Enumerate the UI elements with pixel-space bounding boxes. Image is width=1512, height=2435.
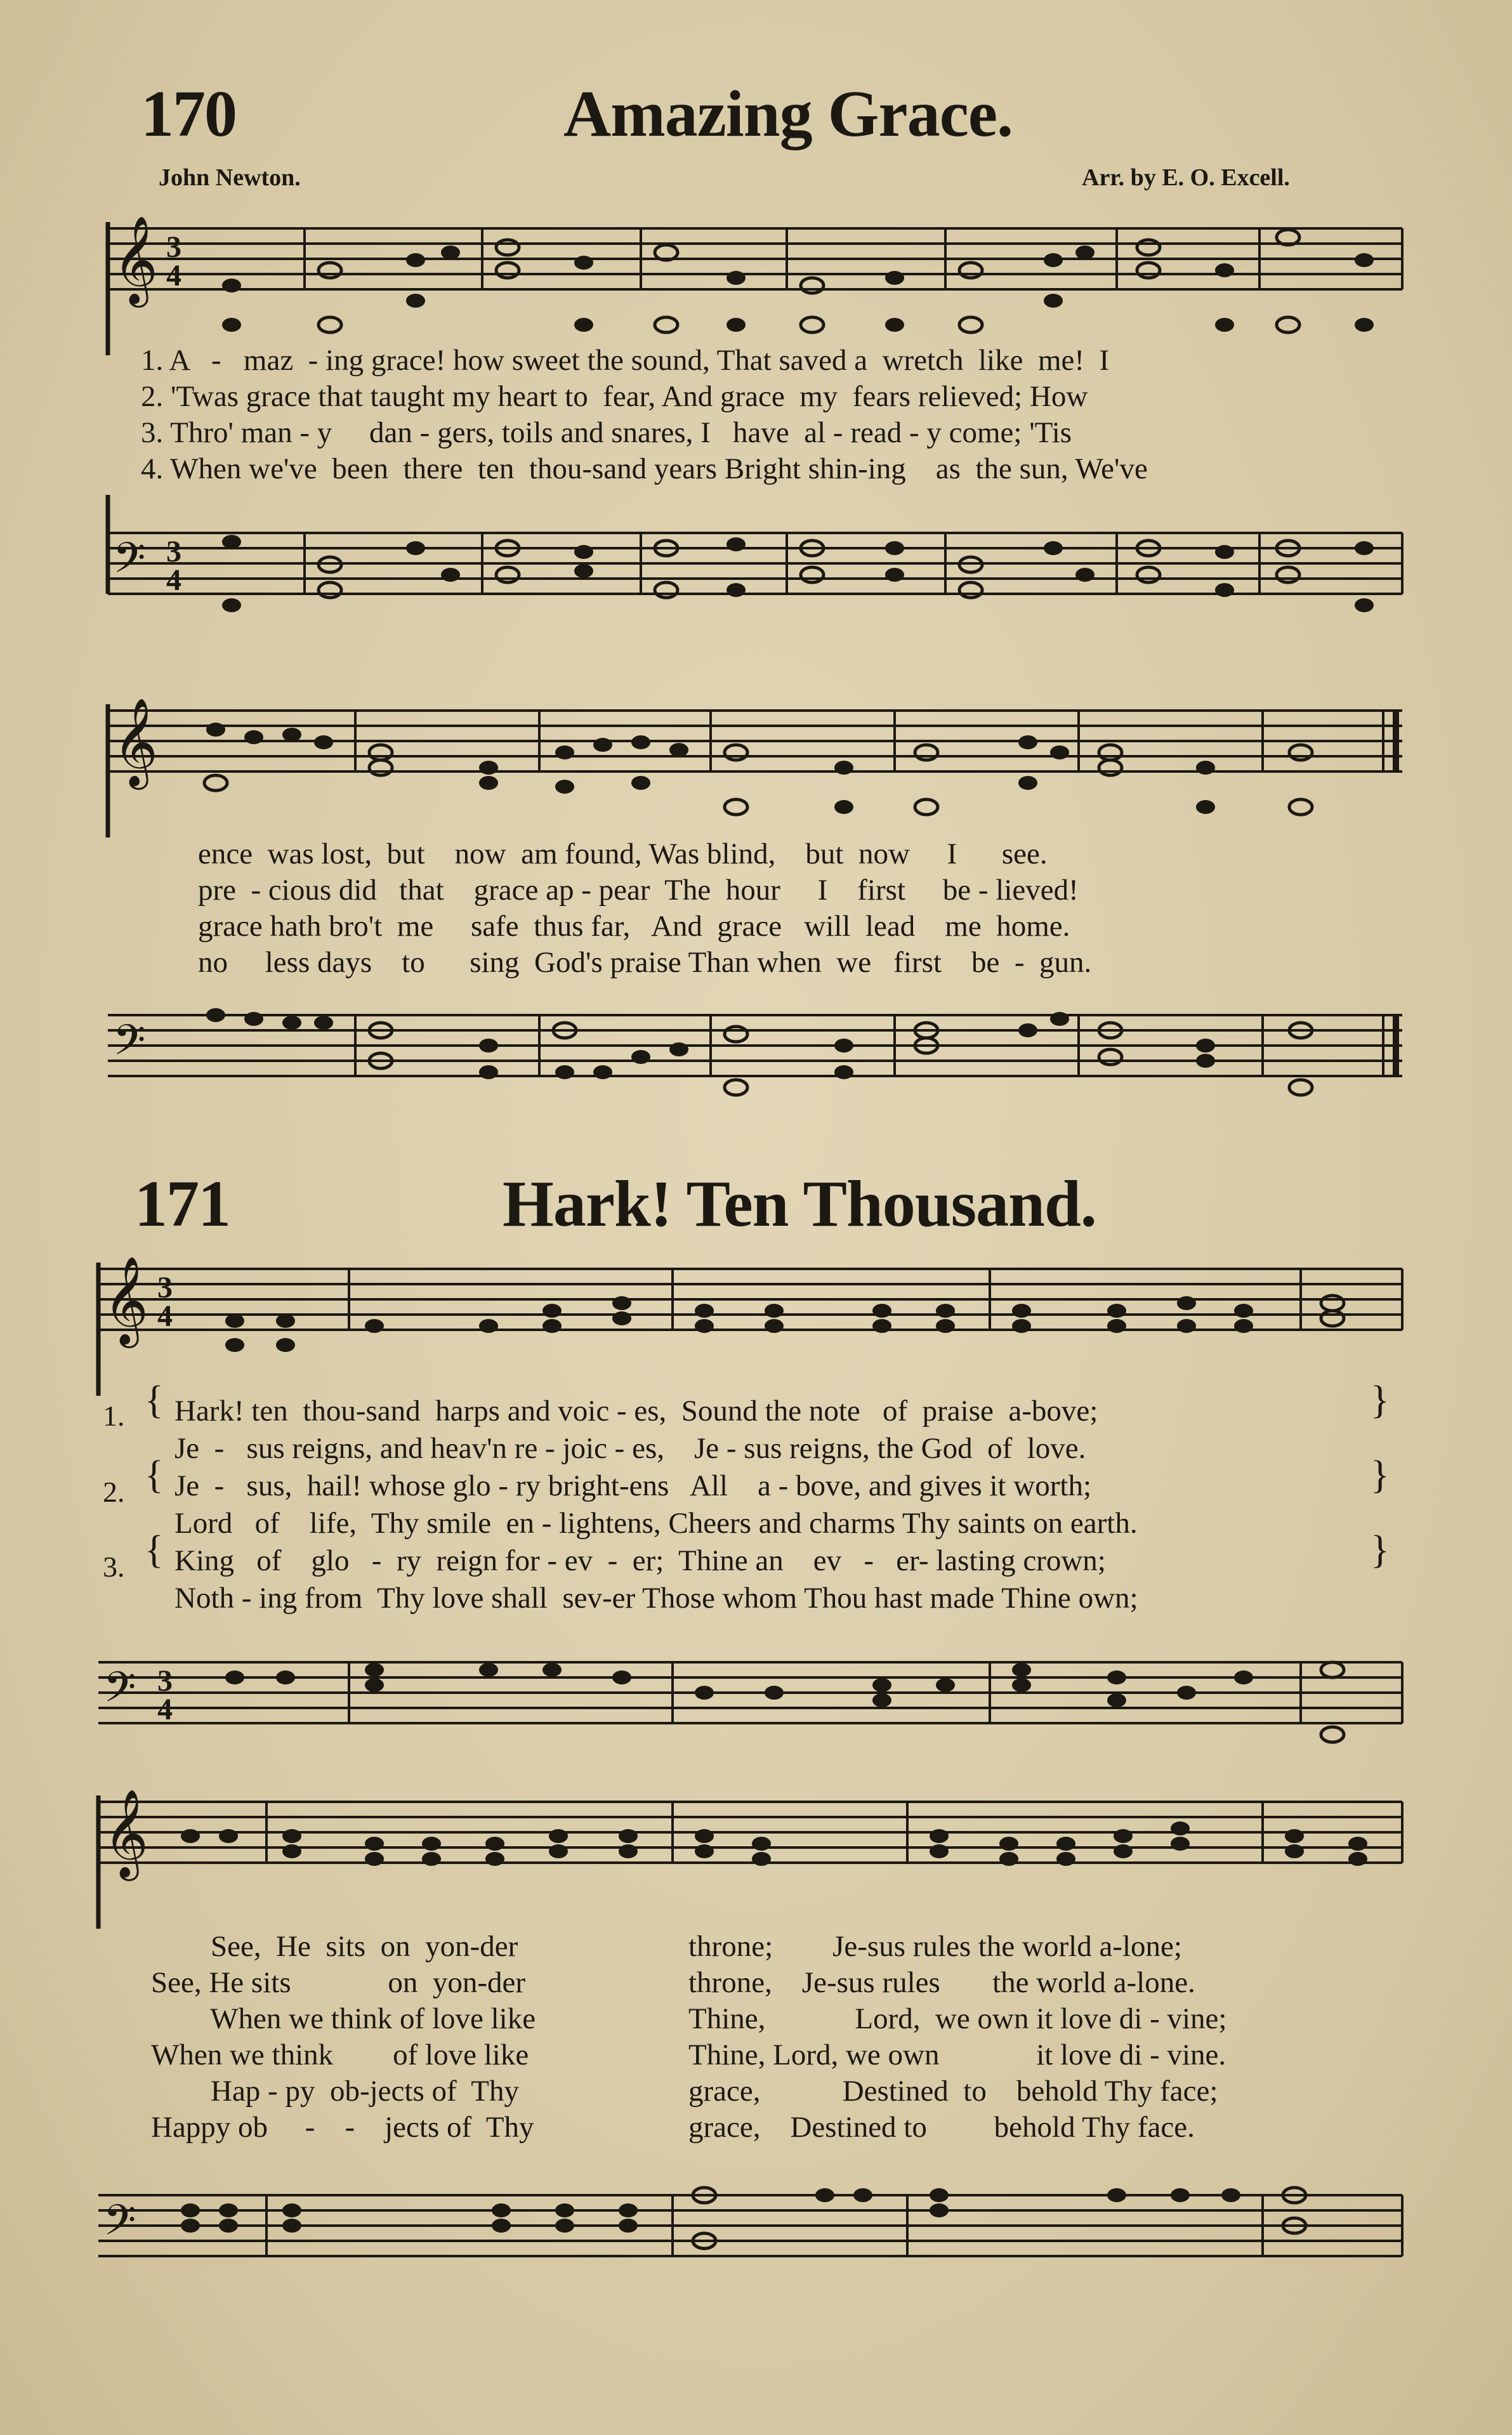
hymn-170-arranger-credit: Arr. by E. O. Excell. (1082, 164, 1290, 191)
verse-3-line-a: King of glo - ry reign for - ev - er; Thine an ev - er- lasting crown; (174, 1544, 1106, 1577)
refrain-line-6: Happy ob - - jects of Thy (151, 2111, 534, 2144)
hymn-170-system-1-treble (0, 190, 1512, 355)
brace-right-2: } (1371, 1454, 1390, 1497)
svg-text:𝄢: 𝄢 (113, 536, 146, 592)
svg-text:3: 3 (166, 230, 181, 264)
svg-text:𝄢: 𝄢 (103, 2198, 136, 2254)
refrain-line-3: When we think of love like (151, 2002, 536, 2035)
svg-text:4: 4 (166, 259, 181, 292)
verse-1-line-2: ence was lost, but now am found, Was blind, but now I see. (198, 837, 1048, 870)
brace-right-1: } (1371, 1379, 1390, 1422)
svg-text:3: 3 (157, 1271, 173, 1304)
hymn-171-system-1-bass (0, 1624, 1512, 1764)
refrain-line-2: See, He sits on yon-der (151, 1966, 526, 1999)
refrain-end-6: grace, Destined to behold Thy face. (688, 2111, 1195, 2144)
hymn-170-words-credit: John Newton. (159, 164, 301, 191)
refrain-end-3: Thine, Lord, we own it love di - vine; (688, 2002, 1227, 2035)
hymn-171-verses (174, 1393, 1138, 1617)
verse-2-line-a: Je - sus, hail! whose glo - ry bright-ens All a - bove, and gives it worth; (174, 1469, 1092, 1502)
verse-2-line-1: 2. 'Twas grace that taught my heart to fear, And grace my fears relieved; How (141, 380, 1088, 413)
refrain-end-4: Thine, Lord, we own it love di - vine. (688, 2038, 1226, 2071)
hymn-170-lyrics-line-1 (141, 343, 1148, 487)
hymn-171-system-2-bass (0, 2144, 1512, 2309)
brace-right-3: } (1371, 1528, 1390, 1572)
hymn-170-system-2-treble (0, 673, 1512, 837)
refrain-line-1: See, He sits on yon-der (151, 1930, 518, 1963)
hymn-170-system-1-bass (0, 495, 1512, 634)
hymn-171-refrain-left (151, 1929, 536, 2146)
hymn-170-number: 170 (141, 77, 236, 150)
verse-1-line-a: Hark! ten thou-sand harps and voic - es, Sound the note of praise a-bove; (174, 1395, 1098, 1428)
refrain-end-2: throne, Je-sus rules the world a-lone. (688, 1966, 1195, 1999)
svg-text:4: 4 (157, 1693, 173, 1726)
verse-3-line-b: Noth - ing from Thy love shall sev-er Those whom Thou hast made Thine own; (174, 1582, 1138, 1615)
hymn-170-system-2-bass (0, 977, 1512, 1117)
refrain-line-5: Hap - py ob-jects of Thy (151, 2075, 519, 2108)
verse-2-line-2: pre - cious did that grace ap - pear The hour I first be - lieved! (198, 874, 1079, 907)
hymn-171-verse-3-number: 3. (103, 1551, 125, 1583)
refrain-line-4: When we think of love like (151, 2038, 529, 2071)
brace-left-1: { (145, 1379, 164, 1422)
brace-left-3: { (145, 1528, 164, 1572)
verse-2-line-b: Lord of life, Thy smile en - lightens, Cheers and charms Thy saints on earth. (174, 1507, 1138, 1540)
svg-text:𝄞: 𝄞 (113, 216, 158, 304)
refrain-end-5: grace, Destined to behold Thy face; (688, 2075, 1218, 2108)
hymn-171-verse-2-number: 2. (103, 1476, 125, 1508)
verse-4-line-2: no less days to sing God's praise Than when we first be - gun. (198, 946, 1092, 979)
verse-3-line-1: 3. Thro' man - y dan - gers, toils and snares, I have al - read - y come; 'Tis (141, 416, 1072, 449)
verse-3-line-2: grace hath bro't me safe thus far, And grace will lead me home. (198, 910, 1070, 943)
brace-left-2: { (145, 1454, 164, 1497)
hymn-170-lyrics-line-2 (198, 836, 1091, 981)
verse-1-line-1: 1. A - maz - ing grace! how sweet the sound, That saved a wretch like me! I (141, 344, 1110, 377)
svg-text:𝄞: 𝄞 (113, 700, 158, 784)
svg-text:3: 3 (157, 1664, 173, 1698)
hymn-171-refrain-right (688, 1929, 1226, 2146)
verse-1-line-b: Je - sus reigns, and heav'n re - joic - es, Je - sus reigns, the God of love. (174, 1432, 1086, 1465)
svg-text:𝄞: 𝄞 (103, 1791, 148, 1875)
svg-text:4: 4 (157, 1299, 173, 1333)
hymn-171-system-1-treble (0, 1231, 1512, 1396)
svg-text:𝄢: 𝄢 (103, 1665, 136, 1721)
refrain-end-1: throne; Je-sus rules the world a-lone; (688, 1930, 1182, 1963)
hymn-171-number: 171 (135, 1167, 230, 1240)
svg-text:3: 3 (166, 535, 181, 568)
verse-4-line-1: 4. When we've been there ten thou-sand years Bright shin-ing as the sun, We've (141, 452, 1148, 485)
svg-text:𝄢: 𝄢 (113, 1018, 146, 1074)
svg-text:𝄞: 𝄞 (103, 1258, 148, 1342)
svg-text:4: 4 (166, 563, 181, 597)
hymn-171-verse-1-number: 1. (103, 1400, 125, 1432)
hymn-171-system-2-treble (0, 1764, 1512, 1929)
hymn-170-title: Amazing Grace. (563, 77, 1013, 150)
hymn-171-title: Hark! Ten Thousand. (503, 1167, 1096, 1240)
